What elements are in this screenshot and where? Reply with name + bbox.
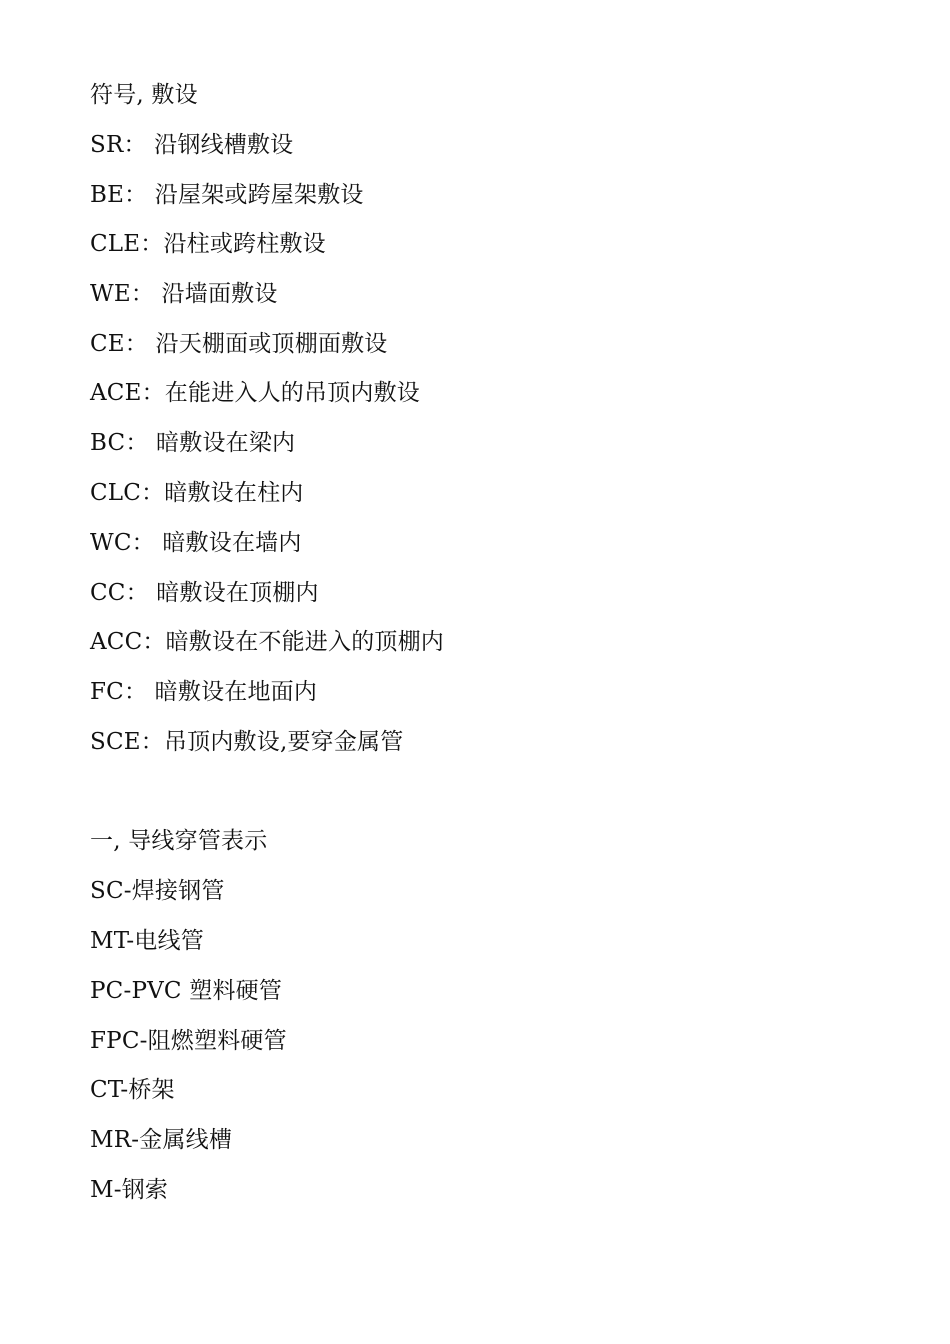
list-item-sr: SR： 沿钢线槽敷设 (90, 132, 294, 158)
list-item-m: M-钢索 (90, 1177, 169, 1203)
list-item-cc: CC： 暗敷设在顶棚内 (90, 580, 319, 606)
heading-conduit: 一, 导线穿管表示 (90, 828, 268, 854)
list-item-ace: ACE：在能进入人的吊顶内敷设 (90, 380, 420, 406)
list-item-acc: ACC：暗敷设在不能进入的顶棚内 (90, 629, 445, 655)
list-item-fpc: FPC-阻燃塑料硬管 (90, 1028, 287, 1054)
list-item-ce: CE： 沿天棚面或顶棚面敷设 (90, 331, 388, 357)
list-item-cle: CLE：沿柱或跨柱敷设 (90, 231, 326, 257)
list-item-fc: FC： 暗敷设在地面内 (90, 679, 318, 705)
list-item-be: BE： 沿屋架或跨屋架敷设 (90, 182, 364, 208)
list-item-mr: MR-金属线槽 (90, 1127, 233, 1153)
heading-symbol-laying: 符号, 敷设 (90, 82, 198, 108)
list-item-wc: WC： 暗敷设在墙内 (90, 530, 302, 556)
list-item-sc: SC-焊接钢管 (90, 878, 225, 904)
list-item-clc: CLC：暗敷设在柱内 (90, 480, 304, 506)
list-item-bc: BC： 暗敷设在梁内 (90, 430, 296, 456)
list-item-sce: SCE：吊顶内敷设,要穿金属管 (90, 729, 404, 755)
list-item-we: WE： 沿墙面敷设 (90, 281, 278, 307)
list-item-ct: CT-桥架 (90, 1077, 175, 1103)
list-item-mt: MT-电线管 (90, 928, 204, 954)
list-item-pc: PC-PVC 塑料硬管 (90, 978, 283, 1004)
